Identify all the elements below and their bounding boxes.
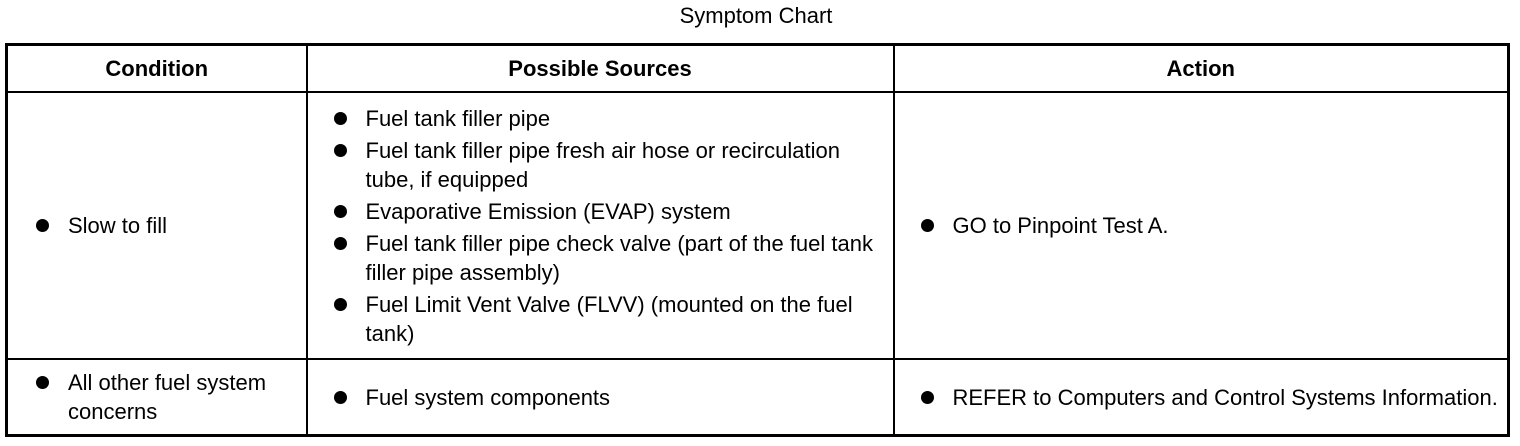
symptom-chart-table [5,43,1510,437]
list-item [332,290,885,348]
table-row [7,359,1509,436]
bullet-icon [334,112,347,125]
sources-cell [307,92,894,359]
condition-text: All other fuel system concerns [68,370,267,424]
list-item [34,368,298,426]
sources-list [308,383,893,412]
source-text: Fuel system components [365,384,611,410]
action-list [895,211,1508,240]
bullet-icon [334,237,347,250]
sources-cell [307,359,894,436]
bullet-icon [334,391,347,404]
list-item [332,197,885,226]
condition-list [8,368,306,426]
source-text: Evaporative Emission (EVAP) system [365,198,731,224]
action-text: GO to Pinpoint Test A. [952,213,1169,238]
bullet-icon [921,219,934,232]
condition-cell [7,92,307,359]
bullet-icon [36,376,49,389]
list-item [332,229,885,287]
condition-list [8,211,306,240]
list-item [919,211,1500,240]
table-header-row [7,45,1509,93]
action-text: REFER to Computers and Control Systems Information. [952,384,1498,410]
header-action: Action [894,45,1509,93]
condition-text: Slow to fill [68,213,168,238]
list-item [332,136,885,194]
page-title: Symptom Chart [679,3,833,28]
bullet-icon [921,391,934,404]
header-possible-sources: Possible Sources [307,45,894,93]
table-row [7,92,1509,359]
action-cell [894,359,1509,436]
bullet-icon [334,205,347,218]
source-text: Fuel Limit Vent Valve (FLVV) (mounted on the fuel tank) [365,291,853,346]
header-condition: Condition [7,45,307,93]
bullet-icon [334,144,347,157]
action-cell [894,92,1509,359]
list-item [34,211,298,240]
source-text: Fuel tank filler pipe [365,105,551,131]
bullet-icon [334,298,347,311]
sources-list [308,104,893,348]
condition-cell [7,359,307,436]
list-item [919,383,1500,412]
bullet-icon [36,219,49,232]
source-text: Fuel tank filler pipe fresh air hose or recirculation tube, if equipped [365,137,840,192]
list-item [332,104,885,133]
source-text: Fuel tank filler pipe check valve (part of the fuel tank filler pipe assembly) [365,230,873,285]
list-item [332,383,885,412]
action-list [895,383,1508,412]
